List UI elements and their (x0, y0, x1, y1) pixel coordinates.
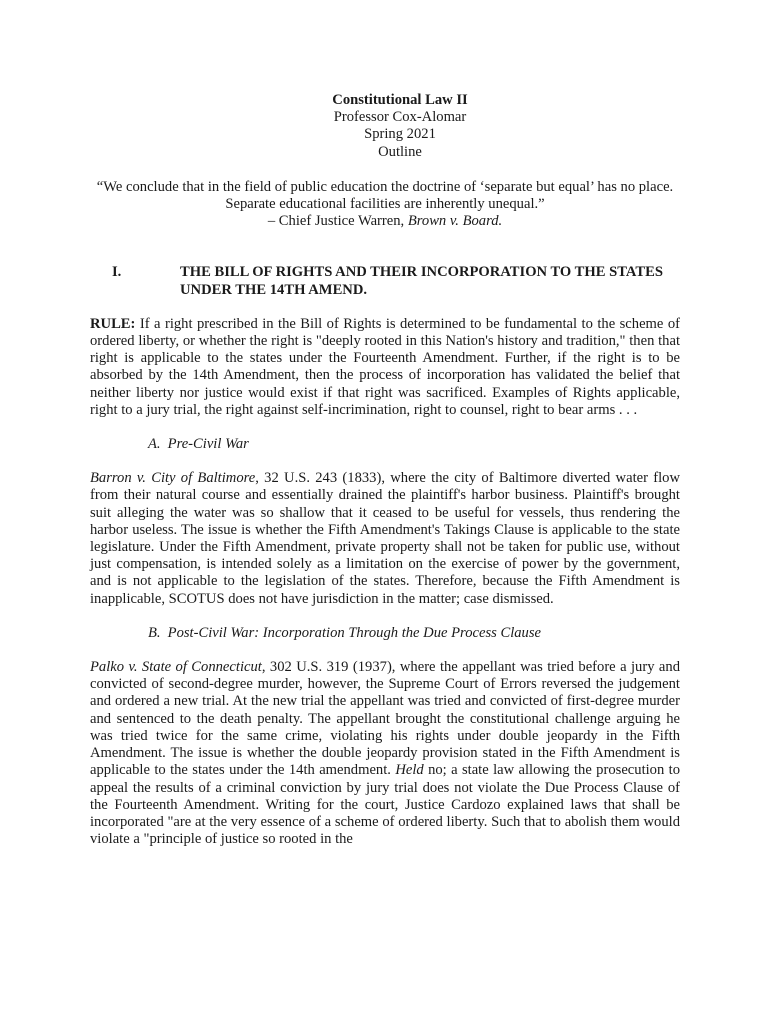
document-header (120, 92, 680, 161)
document-page (90, 92, 680, 848)
subsection-heading-b (90, 625, 680, 642)
subsection-letter: A. (148, 436, 161, 453)
document-type: Outline (378, 143, 422, 160)
case-text-part-2: no; a state law allowing the prosecution to appeal the results of a criminal conviction by jury trial does not violate the Due Process Clause of the Fourteenth Amendment. Writing for the court, Justice Cardozo explained laws that shall be incorporated "are at the very essence of a scheme of ordered liberty. Such that to abolish them would violate a "principle of justice so rooted in the (90, 762, 680, 848)
attribution-prefix: – Chief Justice Warren, (267, 213, 408, 230)
rule-text: If a right prescribed in the Bill of Rights is determined to be fundamental to the scheme of ordered liberty, or whether the right is "deeply rooted in this Nation's history and tradition," then that right is applicable to the states under the Fourteenth Amendment. Further, if the right is to be absorbed by the 14th Amendment, then the process of incorporation has validated the belief that neither liberty nor justice would exist if that right was sacrificed. Examples of Rights applicable, right to a jury trial, the right against self-incrimination, right to counsel, right to bear arms . . . (90, 315, 680, 418)
section-heading-1 (90, 264, 680, 298)
subsection-title: Pre-Civil War (167, 436, 249, 453)
rule-label: RULE: (90, 315, 136, 332)
barron-paragraph (90, 470, 680, 608)
course-title: Constitutional Law II (332, 92, 468, 108)
term: Spring 2021 (364, 126, 436, 143)
epigraph-attribution (90, 213, 680, 230)
subsection-heading-a (90, 436, 680, 453)
epigraph-quote: “We conclude that in the field of public education the doctrine of ‘separate but equal’ has no place. Separate educational facilities are inherently unequal.” (96, 178, 674, 213)
held-label: Held (395, 762, 424, 779)
attribution-source: Brown v. Board. (407, 213, 503, 230)
professor-name: Professor Cox-Alomar (333, 109, 467, 126)
subsection-title: Post-Civil War: Incorporation Through the Due Process Clause (167, 624, 541, 641)
case-text-part-1: , 302 U.S. 319 (1937), where the appellant was tried before a jury and convicted of second-degree murder, however, the Supreme Court of Errors reversed the judgement and ordered a new trial. At the new trial the appellant was tried and convicted of first-degree murder and sentenced to the death penalty. The appellant brought the constitutional challenge arguing he was tried twice for the same crime, violating his rights under double jeopardy in the Fifth Amendment. The issue is whether the double jeopardy provision stated in the Fifth Amendment is applicable to the states under the 14th amendment. (90, 659, 680, 779)
case-name: Barron v. City of Baltimore (90, 470, 256, 487)
section-title: THE BILL OF RIGHTS AND THEIR INCORPORATION TO THE STATES UNDER THE 14TH AMEND. (180, 264, 663, 298)
rule-paragraph (90, 316, 680, 419)
section-number: I. (112, 264, 122, 281)
case-name: Palko v. State of Connecticut (90, 659, 262, 676)
case-text: , 32 U.S. 243 (1833), where the city of Baltimore diverted water flow from their natural course and essentially drained the plaintiff's harbor business. Plaintiff's brought suit alleging the water was so shallow that it ceased to be useful for vessels, thus rendering the harbor useless. The issue is whether the Fifth Amendment's Takings Clause is applicable to the state legislature. Under the Fifth Amendment, private property shall not be taken for public use, without just compensation, is intended solely as a limitation on the exercise of power by the government, and is not applicable to the legislation of the states. Therefore, because the Fifth Amendment is inapplicable, SCOTUS does not have jurisdiction in the matter; case dismissed. (90, 470, 680, 607)
palko-paragraph (90, 659, 680, 848)
subsection-letter: B. (148, 624, 161, 641)
